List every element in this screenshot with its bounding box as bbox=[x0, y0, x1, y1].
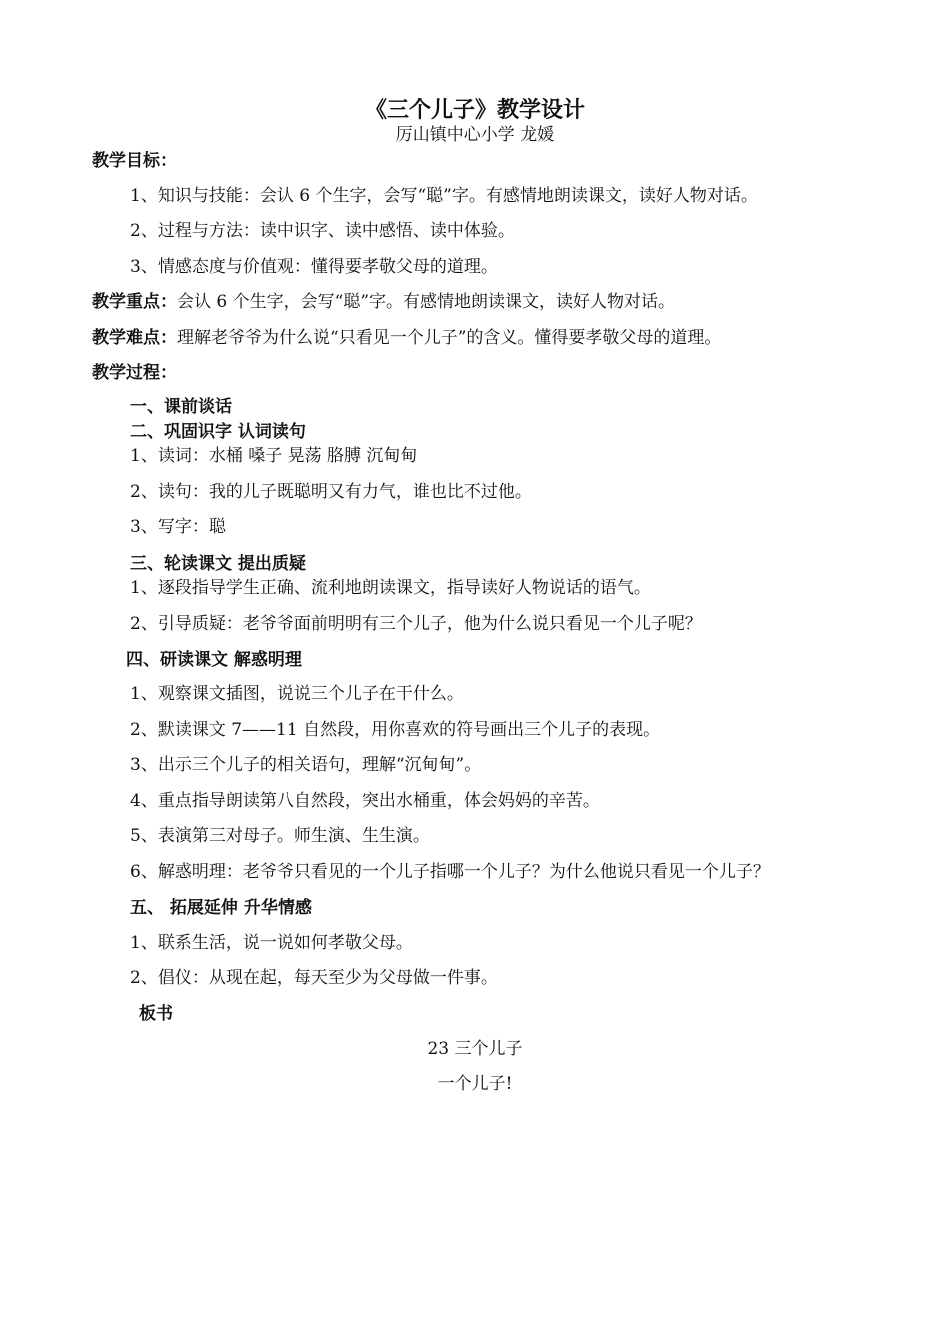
objectives-heading: 教学目标： bbox=[92, 151, 177, 171]
section-item: 2、引导质疑：老爷爷面前明明有三个儿子，他为什么说只看见一个儿子呢？ bbox=[130, 614, 702, 634]
section-item: 2、默读课文 7——11 自然段，用你喜欢的符号画出三个儿子的表现。 bbox=[130, 720, 661, 740]
section-item: 3、出示三个儿子的相关语句，理解“沉甸甸”。 bbox=[130, 755, 482, 775]
objective-item: 2、过程与方法：读中识字、读中感悟、读中体验。 bbox=[130, 221, 515, 241]
difficulty-label: 教学难点： bbox=[92, 328, 177, 348]
document-author: 厉山镇中心小学 龙媛 bbox=[395, 125, 555, 145]
difficulty-text: 理解老爷爷为什么说“只看见一个儿子”的含义。懂得要孝敬父母的道理。 bbox=[177, 328, 722, 348]
difficulty bbox=[92, 328, 721, 348]
key-point-label: 教学重点： bbox=[92, 292, 177, 312]
objective-item: 1、知识与技能：会认 6 个生字，会写“聪”字。有感情地朗读课文，读好人物对话。 bbox=[130, 186, 758, 206]
process-heading: 教学过程： bbox=[92, 363, 177, 383]
section-item: 1、读词：水桶 嗓子 晃荡 胳膊 沉甸甸 bbox=[130, 446, 418, 466]
section-title: 二、巩固识字 认词读句 bbox=[130, 422, 306, 442]
section-item: 4、重点指导朗读第八自然段，突出水桶重，体会妈妈的辛苦。 bbox=[130, 791, 600, 811]
board-line: 一个儿子! bbox=[437, 1074, 513, 1094]
section-item: 1、联系生活，说一说如何孝敬父母。 bbox=[130, 933, 413, 953]
section-item: 1、逐段指导学生正确、流利地朗读课文，指导读好人物说话的语气。 bbox=[130, 578, 651, 598]
key-point bbox=[92, 292, 675, 312]
objective-item: 3、情感态度与价值观：懂得要孝敬父母的道理。 bbox=[130, 257, 498, 277]
section-item: 5、表演第三对母子。师生演、生生演。 bbox=[130, 826, 430, 846]
section-item: 6、解惑明理：老爷爷只看见的一个儿子指哪一个儿子？为什么他说只看见一个儿子？ bbox=[130, 862, 770, 882]
section-item: 3、写字：聪 bbox=[130, 517, 226, 537]
section-title: 四、研读课文 解惑明理 bbox=[126, 650, 302, 670]
section-item: 2、倡仪：从现在起，每天至少为父母做一件事。 bbox=[130, 968, 498, 988]
board-label: 板书 bbox=[139, 1004, 173, 1024]
section-title: 三、轮读课文 提出质疑 bbox=[130, 554, 306, 574]
key-point-text: 会认 6 个生字，会写“聪”字。有感情地朗读课文，读好人物对话。 bbox=[177, 292, 676, 312]
section-item: 2、读句：我的儿子既聪明又有力气，谁也比不过他。 bbox=[130, 482, 532, 502]
section-item: 1、观察课文插图，说说三个儿子在干什么。 bbox=[130, 684, 464, 704]
document-title: 《三个儿子》教学设计 bbox=[364, 97, 585, 123]
section-title: 五、 拓展延伸 升华情感 bbox=[130, 898, 312, 918]
board-line: 23 三个儿子 bbox=[427, 1039, 523, 1059]
section-title: 一、课前谈话 bbox=[130, 397, 232, 417]
